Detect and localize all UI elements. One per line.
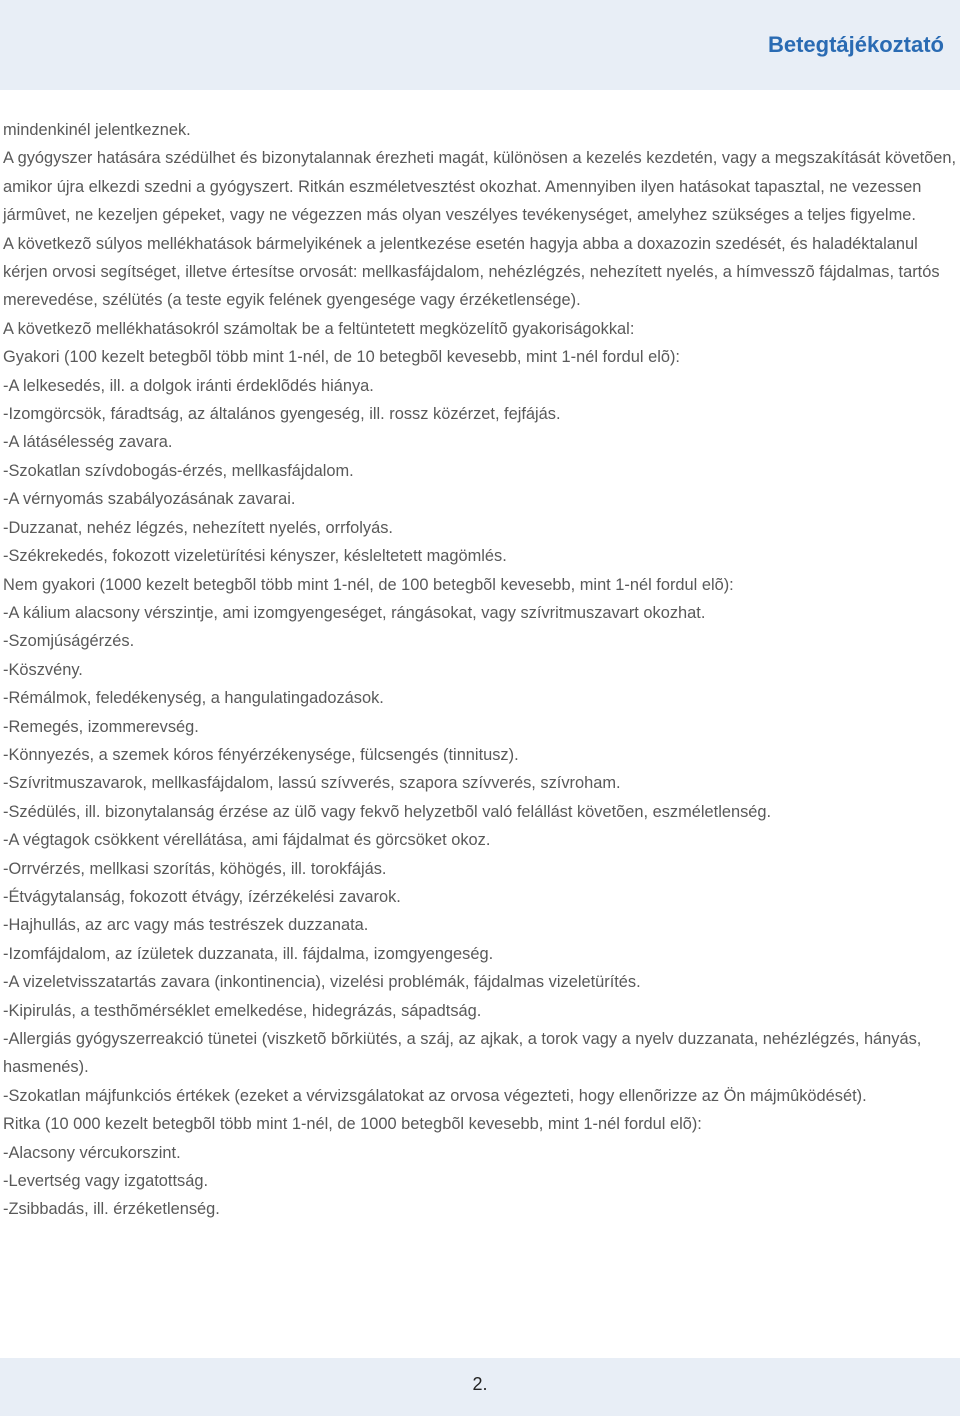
list-item: -Székrekedés, fokozott vizeletürítési kényszer, késleltetett magömlés.	[3, 547, 507, 566]
list-item: -Szokatlan májfunkciós értékek (ezeket a vérvizsgálatokat az orvosa végezteti, hogy ellenõrizze az Ön májmûködését).	[3, 1086, 867, 1105]
list-item: -Levertség vagy izgatottság.	[3, 1172, 208, 1191]
frequency-heading: Ritka (10 000 kezelt betegbõl több mint 1-nél, de 1000 betegbõl kevesebb, mint 1-nél fordul elõ):	[3, 1115, 702, 1134]
list-item: -Szívritmuszavarok, mellkasfájdalom, lassú szívverés, szapora szívverés, szívroham.	[3, 774, 621, 793]
list-item: -Allergiás gyógyszerreakció tünetei (viszketõ bõrkiütés, a száj, az ajkak, a torok vagy a nyelv duzzanata, nehézlégzés, hányás, hasmenés).	[3, 1030, 922, 1077]
document-body	[3, 116, 958, 1224]
list-item: -A vizeletvisszatartás zavara (inkontinencia), vizelési problémák, fájdalmas vizeletürítés.	[3, 973, 641, 992]
list-item: -Kipirulás, a testhõmérséklet emelkedése, hidegrázás, sápadtság.	[3, 1001, 482, 1020]
list-item: -Alacsony vércukorszint.	[3, 1143, 181, 1162]
paragraph: A következõ súlyos mellékhatások bármelyikének a jelentkezése esetén hagyja abba a doxazozin szedését, és haladéktalanul kérjen orvosi segítséget, illetve értesítse orvosát: mellkasfájdalom, nehézlégzés, nehezített nyelés, a hímvesszõ fájdalmas, tartós merevedése, szélütés (a teste egyik felének gyengesége vagy érzéketlensége).	[3, 234, 940, 310]
page-number: 2.	[472, 1374, 488, 1394]
list-item: -Könnyezés, a szemek kóros fényérzékenysége, fülcsengés (tinnitusz).	[3, 745, 519, 764]
list-item: -Izomfájdalom, az ízületek duzzanata, ill. fájdalma, izomgyengeség.	[3, 944, 494, 963]
paragraph: A következõ mellékhatásokról számoltak be a feltüntetett megközelítõ gyakoriságokkal:	[3, 319, 635, 338]
list-item: -Szomjúságérzés.	[3, 632, 135, 651]
list-item: -Szédülés, ill. bizonytalanság érzése az ülõ vagy fekvõ helyzetbõl való felállást követõen, eszméletlenség.	[3, 802, 772, 821]
list-item: -Izomgörcsök, fáradtság, az általános gyengeség, ill. rossz közérzet, fejfájás.	[3, 405, 561, 424]
frequency-heading: Nem gyakori (1000 kezelt betegbõl több mint 1-nél, de 100 betegbõl kevesebb, mint 1-nél fordul elõ):	[3, 575, 734, 594]
list-item: -A kálium alacsony vérszintje, ami izomgyengeséget, rángásokat, vagy szívritmuszavart okozhat.	[3, 603, 706, 622]
list-item: -A végtagok csökkent vérellátása, ami fájdalmat és görcsöket okoz.	[3, 831, 491, 850]
frequency-heading: Gyakori (100 kezelt betegbõl több mint 1-nél, de 10 betegbõl kevesebb, mint 1-nél fordul elõ):	[3, 348, 680, 367]
list-item: -Szokatlan szívdobogás-érzés, mellkasfájdalom.	[3, 461, 354, 480]
list-item: -A vérnyomás szabályozásának zavarai.	[3, 490, 296, 509]
list-item: -Duzzanat, nehéz légzés, nehezített nyelés, orrfolyás.	[3, 518, 393, 537]
paragraph: A gyógyszer hatására szédülhet és bizonytalannak érezheti magát, különösen a kezelés kezdetén, vagy a megszakítását követõen, amikor újra elkezdi szedni a gyógyszert. Ritkán eszméletvesztést okozhat. Amennyiben ilyen hatásokat tapasztal, ne vezessen jármûvet, ne kezeljen gépeket, vagy ne végezzen más olyan veszélyes tevékenységet, amelyhez szükséges a teljes figyelme.	[3, 149, 957, 225]
document-title: Betegtájékoztató	[767, 32, 944, 57]
list-item: -A lelkesedés, ill. a dolgok iránti érdeklõdés hiánya.	[3, 376, 374, 395]
list-item: -Köszvény.	[3, 660, 83, 679]
list-item: -Rémálmok, feledékenység, a hangulatingadozások.	[3, 689, 384, 708]
list-item: -Remegés, izommerevség.	[3, 717, 199, 736]
list-item: -A látásélesség zavara.	[3, 433, 173, 452]
list-item: -Orrvérzés, mellkasi szorítás, köhögés, ill. torokfájás.	[3, 859, 387, 878]
paragraph: mindenkinél jelentkeznek.	[3, 121, 191, 139]
list-item: -Hajhullás, az arc vagy más testrészek duzzanata.	[3, 916, 369, 935]
list-item: -Zsibbadás, ill. érzéketlenség.	[3, 1200, 220, 1219]
list-item: -Étvágytalanság, fokozott étvágy, ízérzékelési zavarok.	[3, 887, 401, 906]
